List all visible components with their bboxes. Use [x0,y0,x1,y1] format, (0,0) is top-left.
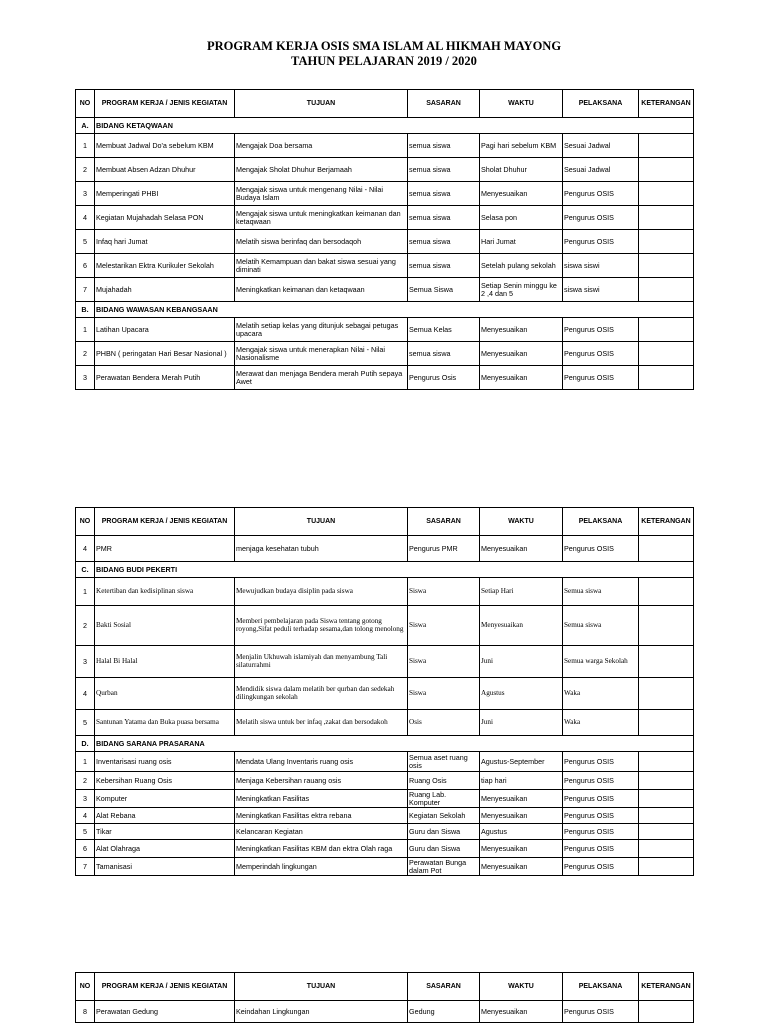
row-number: 4 [76,206,95,230]
cell-program: Infaq hari Jumat [95,230,235,254]
table-row [76,772,694,790]
cell-waktu: Menyesuaikan [480,318,563,342]
table-row [76,578,694,606]
cell-sasaran: Siswa [408,578,480,606]
table-row [76,536,694,562]
header-tujuan: TUJUAN [235,973,408,1001]
cell-program: PMR [95,536,235,562]
cell-program: Qurban [95,678,235,710]
cell-waktu: Hari Jumat [480,230,563,254]
cell-sasaran: semua siswa [408,158,480,182]
header-no: NO [76,973,95,1001]
cell-keterangan [639,752,694,772]
table-row [76,790,694,808]
cell-waktu: Pagi hari sebelum KBM [480,134,563,158]
cell-waktu: Menyesuaikan [480,536,563,562]
table-row [76,134,694,158]
cell-sasaran: semua siswa [408,254,480,278]
table-row [76,808,694,824]
cell-pelaksana: Pengurus OSIS [563,230,639,254]
cell-tujuan: Meningkatkan Fasilitas KBM dan ektra Olah raga [235,840,408,858]
cell-program: Perawatan Bendera Merah Putih [95,366,235,390]
cell-pelaksana: Pengurus OSIS [563,772,639,790]
cell-keterangan [639,366,694,390]
cell-tujuan: Menjaga Kebersihan rauang osis [235,772,408,790]
cell-program: Tikar [95,824,235,840]
cell-sasaran: Gedung [408,1001,480,1023]
cell-sasaran: semua siswa [408,134,480,158]
cell-program: Bakti Sosial [95,606,235,646]
document-title: PROGRAM KERJA OSIS SMA ISLAM AL HIKMAH MAYONG [206,39,562,53]
table-row [76,646,694,678]
cell-program: Perawatan Gedung [95,1001,235,1023]
cell-waktu: Setiap Senin minggu ke 2 ,4 dan 5 [480,278,563,302]
cell-sasaran: Guru dan Siswa [408,824,480,840]
cell-program: Halal Bi Halal [95,646,235,678]
cell-keterangan [639,858,694,876]
header-pelaksana: PELAKSANA [563,90,639,118]
cell-program: Alat Olahraga [95,840,235,858]
cell-keterangan [639,772,694,790]
cell-sasaran: semua siswa [408,206,480,230]
section-title: BIDANG BUDI PEKERTI [95,562,694,578]
cell-sasaran: Perawatan Bunga dalam Pot [408,858,480,876]
cell-tujuan: Menjalin Ukhuwah islamiyah dan menyambung Tali silaturrahmi [235,646,408,678]
cell-keterangan [639,710,694,736]
row-number: 7 [76,858,95,876]
table-row [76,182,694,206]
table-row [76,678,694,710]
cell-sasaran: Semua aset ruang osis [408,752,480,772]
program-table-2 [75,507,694,876]
table-row [76,158,694,182]
section-row [76,736,694,752]
cell-waktu: Juni [480,646,563,678]
cell-tujuan: Melatih siswa berinfaq dan bersodaqoh [235,230,408,254]
cell-keterangan [639,536,694,562]
cell-tujuan: Mengajak siswa untuk menerapkan Nilai - Nilai Nasionalisme [235,342,408,366]
cell-tujuan: Keindahan Lingkungan [235,1001,408,1023]
cell-waktu: Menyesuaikan [480,808,563,824]
row-number: 3 [76,646,95,678]
cell-keterangan [639,824,694,840]
table-row [76,366,694,390]
cell-sasaran: Semua Siswa [408,278,480,302]
cell-sasaran: Siswa [408,606,480,646]
table-row [76,254,694,278]
table-row [76,752,694,772]
cell-tujuan: Merawat dan menjaga Bendera merah Putih sepaya Awet [235,366,408,390]
header-sasaran: SASARAN [408,973,480,1001]
cell-pelaksana: Waka [563,678,639,710]
cell-tujuan: Melatih Kemampuan dan bakat siswa sesuai yang diminati [235,254,408,278]
cell-waktu: Menyesuaikan [480,182,563,206]
row-number: 2 [76,606,95,646]
program-table-1 [75,89,694,390]
row-number: 1 [76,752,95,772]
cell-sasaran: semua siswa [408,342,480,366]
cell-pelaksana: Pengurus OSIS [563,840,639,858]
cell-tujuan: Meningkatkan Fasilitas ektra rebana [235,808,408,824]
section-letter: B. [76,302,95,318]
cell-pelaksana: Pengurus OSIS [563,536,639,562]
table-row [76,230,694,254]
cell-pelaksana: Pengurus OSIS [563,808,639,824]
cell-tujuan: Mendidik siswa dalam melatih ber qurban dan sedekah dilingkungan sekolah [235,678,408,710]
cell-sasaran: Semua Kelas [408,318,480,342]
table-header-row [76,90,694,118]
cell-program: Mujahadah [95,278,235,302]
cell-keterangan [639,342,694,366]
table-row [76,858,694,876]
row-number: 6 [76,840,95,858]
section-row [76,562,694,578]
program-table-3 [75,972,694,1023]
cell-sasaran: Kegiatan Sekolah [408,808,480,824]
cell-waktu: Setiap Hari [480,578,563,606]
row-number: 4 [76,678,95,710]
cell-pelaksana: Sesuai Jadwal [563,158,639,182]
cell-keterangan [639,206,694,230]
cell-pelaksana: Pengurus OSIS [563,824,639,840]
cell-keterangan [639,182,694,206]
cell-keterangan [639,606,694,646]
header-waktu: WAKTU [480,973,563,1001]
header-keterangan: KETERANGAN [639,973,694,1001]
cell-pelaksana: siswa siswi [563,254,639,278]
header-program: PROGRAM KERJA / JENIS KEGIATAN [95,90,235,118]
header-sasaran: SASARAN [408,90,480,118]
header-no: NO [76,90,95,118]
cell-keterangan [639,318,694,342]
cell-program: Membuat Absen Adzan Dhuhur [95,158,235,182]
cell-pelaksana: Pengurus OSIS [563,1001,639,1023]
cell-program: PHBN ( peringatan Hari Besar Nasional ) [95,342,235,366]
cell-tujuan: Kelancaran Kegiatan [235,824,408,840]
cell-pelaksana: Semua warga Sekolah [563,646,639,678]
cell-pelaksana: Pengurus OSIS [563,858,639,876]
cell-waktu: Selasa pon [480,206,563,230]
row-number: 1 [76,134,95,158]
header-sasaran: SASARAN [408,508,480,536]
cell-program: Kebersihan Ruang Osis [95,772,235,790]
table-row [76,1001,694,1023]
cell-waktu: Menyesuaikan [480,366,563,390]
table-row [76,710,694,736]
row-number: 3 [76,366,95,390]
cell-waktu: Menyesuaikan [480,858,563,876]
row-number: 3 [76,182,95,206]
cell-pelaksana: Waka [563,710,639,736]
header-no: NO [76,508,95,536]
row-number: 2 [76,158,95,182]
row-number: 2 [76,772,95,790]
cell-pelaksana: Pengurus OSIS [563,366,639,390]
cell-keterangan [639,808,694,824]
cell-keterangan [639,158,694,182]
cell-sasaran: Siswa [408,678,480,710]
section-row [76,118,694,134]
cell-sasaran: Ruang Lab. Komputer [408,790,480,808]
cell-keterangan [639,790,694,808]
cell-program: Inventarisasi ruang osis [95,752,235,772]
header-tujuan: TUJUAN [235,508,408,536]
cell-waktu: Menyesuaikan [480,342,563,366]
cell-waktu: Setelah pulang sekolah [480,254,563,278]
header-pelaksana: PELAKSANA [563,508,639,536]
cell-keterangan [639,678,694,710]
cell-tujuan: Mengajak siswa untuk mengenang Nilai - Nilai Budaya Islam [235,182,408,206]
cell-program: Melestarikan Ektra Kurikuler Sekolah [95,254,235,278]
cell-pelaksana: Sesuai Jadwal [563,134,639,158]
cell-waktu: Agustus-September [480,752,563,772]
cell-waktu: Menyesuaikan [480,790,563,808]
section-title: BIDANG KETAQWAAN [95,118,694,134]
cell-sasaran: Ruang Osis [408,772,480,790]
cell-tujuan: menjaga kesehatan tubuh [235,536,408,562]
row-number: 8 [76,1001,95,1023]
table-row [76,824,694,840]
section-row [76,302,694,318]
cell-tujuan: Mengajak Doa bersama [235,134,408,158]
cell-program: Memperingati PHBI [95,182,235,206]
table-row [76,342,694,366]
cell-tujuan: Meningkatkan Fasilitas [235,790,408,808]
cell-keterangan [639,578,694,606]
row-number: 7 [76,278,95,302]
cell-program: Komputer [95,790,235,808]
table-row [76,278,694,302]
cell-program: Latihan Upacara [95,318,235,342]
row-number: 6 [76,254,95,278]
document-subtitle: TAHUN PELAJARAN 2019 / 2020 [291,54,477,68]
cell-pelaksana: Pengurus OSIS [563,206,639,230]
cell-pelaksana: siswa siswi [563,278,639,302]
row-number: 1 [76,318,95,342]
cell-waktu: Menyesuaikan [480,840,563,858]
cell-tujuan: Memperindah lingkungan [235,858,408,876]
cell-keterangan [639,134,694,158]
row-number: 5 [76,710,95,736]
cell-program: Kegiatan Mujahadah Selasa PON [95,206,235,230]
cell-pelaksana: Semua siswa [563,606,639,646]
cell-pelaksana: Pengurus OSIS [563,182,639,206]
cell-pelaksana: Pengurus OSIS [563,342,639,366]
row-number: 1 [76,578,95,606]
cell-tujuan: Melatih siswa untuk ber infaq ,zakat dan bersodakoh [235,710,408,736]
cell-program: Alat Rebana [95,808,235,824]
cell-waktu: Juni [480,710,563,736]
cell-waktu: Menyesuaikan [480,606,563,646]
cell-pelaksana: Pengurus OSIS [563,752,639,772]
cell-sasaran: Guru dan Siswa [408,840,480,858]
cell-sasaran: semua siswa [408,230,480,254]
cell-pelaksana: Pengurus OSIS [563,790,639,808]
cell-keterangan [639,840,694,858]
cell-keterangan [639,646,694,678]
header-waktu: WAKTU [480,508,563,536]
cell-waktu: Agustus [480,678,563,710]
cell-tujuan: Mewujudkan budaya disiplin pada siswa [235,578,408,606]
cell-tujuan: Mengajak siswa untuk meningkatkan keimanan dan ketaqwaan [235,206,408,230]
cell-keterangan [639,278,694,302]
cell-tujuan: Memberi pembelajaran pada Siswa tentang gotong royong,Sifat peduli terhadap sesama,dan tolong menolong [235,606,408,646]
cell-waktu: Agustus [480,824,563,840]
table-row [76,206,694,230]
header-program: PROGRAM KERJA / JENIS KEGIATAN [95,508,235,536]
section-title: BIDANG SARANA PRASARANA [95,736,694,752]
cell-tujuan: Mengajak Sholat Dhuhur Berjamaah [235,158,408,182]
cell-sasaran: semua siswa [408,182,480,206]
cell-program: Membuat Jadwal Do'a sebelum KBM [95,134,235,158]
row-number: 5 [76,230,95,254]
cell-sasaran: Osis [408,710,480,736]
cell-program: Santunan Yatama dan Buka puasa bersama [95,710,235,736]
header-waktu: WAKTU [480,90,563,118]
header-keterangan: KETERANGAN [639,90,694,118]
cell-program: Tamanisasi [95,858,235,876]
header-keterangan: KETERANGAN [639,508,694,536]
cell-keterangan [639,230,694,254]
cell-keterangan [639,254,694,278]
section-title: BIDANG WAWASAN KEBANGSAAN [95,302,694,318]
section-letter: D. [76,736,95,752]
cell-pelaksana: Pengurus OSIS [563,318,639,342]
row-number: 3 [76,790,95,808]
row-number: 4 [76,808,95,824]
cell-keterangan [639,1001,694,1023]
cell-tujuan: Mendata Ulang Inventaris ruang osis [235,752,408,772]
table-header-row [76,973,694,1001]
table-row [76,840,694,858]
cell-sasaran: Pengurus Osis [408,366,480,390]
cell-waktu: tiap hari [480,772,563,790]
cell-sasaran: Siswa [408,646,480,678]
cell-waktu: Sholat Dhuhur [480,158,563,182]
row-number: 4 [76,536,95,562]
table-header-row [76,508,694,536]
table-row [76,606,694,646]
header-tujuan: TUJUAN [235,90,408,118]
cell-tujuan: Meningkatkan keimanan dan ketaqwaan [235,278,408,302]
cell-pelaksana: Semua siswa [563,578,639,606]
cell-tujuan: Melatih setiap kelas yang ditunjuk sebagai petugas upacara [235,318,408,342]
row-number: 5 [76,824,95,840]
section-letter: A. [76,118,95,134]
row-number: 2 [76,342,95,366]
cell-waktu: Menyesuaikan [480,1001,563,1023]
header-pelaksana: PELAKSANA [563,973,639,1001]
table-row [76,318,694,342]
section-letter: C. [76,562,95,578]
header-program: PROGRAM KERJA / JENIS KEGIATAN [95,973,235,1001]
cell-program: Ketertiban dan kedisiplinan siswa [95,578,235,606]
cell-sasaran: Pengurus PMR [408,536,480,562]
